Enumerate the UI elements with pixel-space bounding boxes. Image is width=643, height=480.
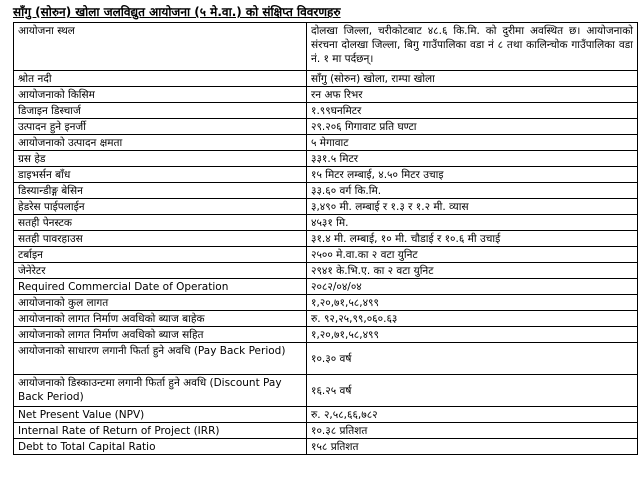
- row-label: हेडरेस पाईपलाईन: [14, 199, 307, 215]
- row-label: Internal Rate of Return of Project (IRR): [14, 423, 307, 439]
- table-row: [14, 151, 638, 167]
- row-value: ३३१.५ मिटर: [307, 151, 638, 167]
- row-value: ३३.६० वर्ग कि.मि.: [307, 183, 638, 199]
- table-row: [14, 23, 638, 71]
- table-row: [14, 103, 638, 119]
- table-row: [14, 231, 638, 247]
- table-row: [14, 247, 638, 263]
- row-label: जेनेरेटर: [14, 263, 307, 279]
- row-value: रु. २,५८,६६,७८२: [307, 407, 638, 423]
- row-value: साँगु (सोरुन) खोला, राम्पा खोला: [307, 71, 638, 87]
- table-row: [14, 439, 638, 455]
- table-row: [14, 311, 638, 327]
- row-value: १५ मिटर लम्बाई, ४.५० मिटर उचाइ: [307, 167, 638, 183]
- row-label: उत्पादन हुने इनर्जी: [14, 119, 307, 135]
- row-value: रन अफ रिभर: [307, 87, 638, 103]
- row-label: Required Commercial Date of Operation: [14, 279, 307, 295]
- row-label: डाइभर्सन बाँध: [14, 167, 307, 183]
- table-row: [14, 119, 638, 135]
- row-value: १५८ प्रतिशत: [307, 439, 638, 455]
- table-row: [14, 423, 638, 439]
- page-title: साँगु (सोरुन) खोला जलविद्युत आयोजना (५ मे.वा.) को संक्षिप्त विवरणहरु: [13, 5, 341, 19]
- table-row: [14, 375, 638, 407]
- table-row: [14, 295, 638, 311]
- table-row: [14, 279, 638, 295]
- row-label: टर्बाइन: [14, 247, 307, 263]
- table-row: [14, 167, 638, 183]
- row-label: डिजाइन डिस्चार्ज: [14, 103, 307, 119]
- row-label: आयोजनाको कुल लागत: [14, 295, 307, 311]
- row-value: २९.२०६ गिगावाट प्रति घण्टा: [307, 119, 638, 135]
- row-value: १०.३० वर्ष: [307, 343, 638, 375]
- row-value: १६.२५ वर्ष: [307, 375, 638, 407]
- row-label: आयोजना स्थल: [14, 23, 307, 71]
- project-summary-table: [13, 22, 638, 455]
- row-label: श्रोत नदी: [14, 71, 307, 87]
- row-label: आयोजनाको साधारण लगानी फिर्ता हुने अवधि (Pay Back Period): [14, 343, 307, 375]
- row-value: ३१.४ मी. लम्बाई, १० मी. चौडाई र १०.६ मी उचाई: [307, 231, 638, 247]
- row-label: आयोजनाको लागत निर्माण अवधिको ब्याज बाहेक: [14, 311, 307, 327]
- row-value: १०.३८ प्रतिशत: [307, 423, 638, 439]
- row-label: आयोजनाको उत्पादन क्षमता: [14, 135, 307, 151]
- table-row: [14, 343, 638, 375]
- row-label: सतही पावरहाउस: [14, 231, 307, 247]
- row-value: ३,४९० मी. लम्बाई र १.३ र १.२ मी. व्यास: [307, 199, 638, 215]
- table-row: [14, 327, 638, 343]
- row-value: ४५३१ मि.: [307, 215, 638, 231]
- row-value: रु. ९२,२५,९९,०६०.६३: [307, 311, 638, 327]
- table-row: [14, 135, 638, 151]
- row-value: २५०० मे.वा.का २ वटा युनिट: [307, 247, 638, 263]
- row-label: डिस्यान्डीङ्ग बेसिन: [14, 183, 307, 199]
- row-label: सतही पेनस्टक: [14, 215, 307, 231]
- row-label: आयोजनाको किसिम: [14, 87, 307, 103]
- table-row: [14, 87, 638, 103]
- table-row: [14, 183, 638, 199]
- row-label: Debt to Total Capital Ratio: [14, 439, 307, 455]
- row-label: ग्रस हेड: [14, 151, 307, 167]
- table-row: [14, 263, 638, 279]
- row-value: दोलखा जिल्ला, चरीकोटबाट ४८.६ कि.मि. को दुरीमा अवस्थित छ। आयोजनाको संरचना दोलखा जिल्ला, बिगु गाउँपालिका वडा नं ८ तथा कालिन्चोक गाउँपालिका वडा नं. १ मा पर्दछन्।: [307, 23, 638, 71]
- row-value: १,२०,७१,५८,४९९: [307, 327, 638, 343]
- row-label: आयोजनाको लागत निर्माण अवधिको ब्याज सहित: [14, 327, 307, 343]
- table-row: [14, 215, 638, 231]
- row-value: १,२०,७१,५८,४९९: [307, 295, 638, 311]
- table-row: [14, 407, 638, 423]
- row-label: आयोजनाको डिस्काउन्टमा लगानी फिर्ता हुने अवधि (Discount Pay Back Period): [14, 375, 307, 407]
- row-value: २९४१ के.भि.ए. का २ वटा युनिट: [307, 263, 638, 279]
- row-value: १.९९घनमिटर: [307, 103, 638, 119]
- row-value: ५ मेगावाट: [307, 135, 638, 151]
- table-row: [14, 199, 638, 215]
- row-value: २०८२/०४/०४: [307, 279, 638, 295]
- row-label: Net Present Value (NPV): [14, 407, 307, 423]
- table-row: [14, 71, 638, 87]
